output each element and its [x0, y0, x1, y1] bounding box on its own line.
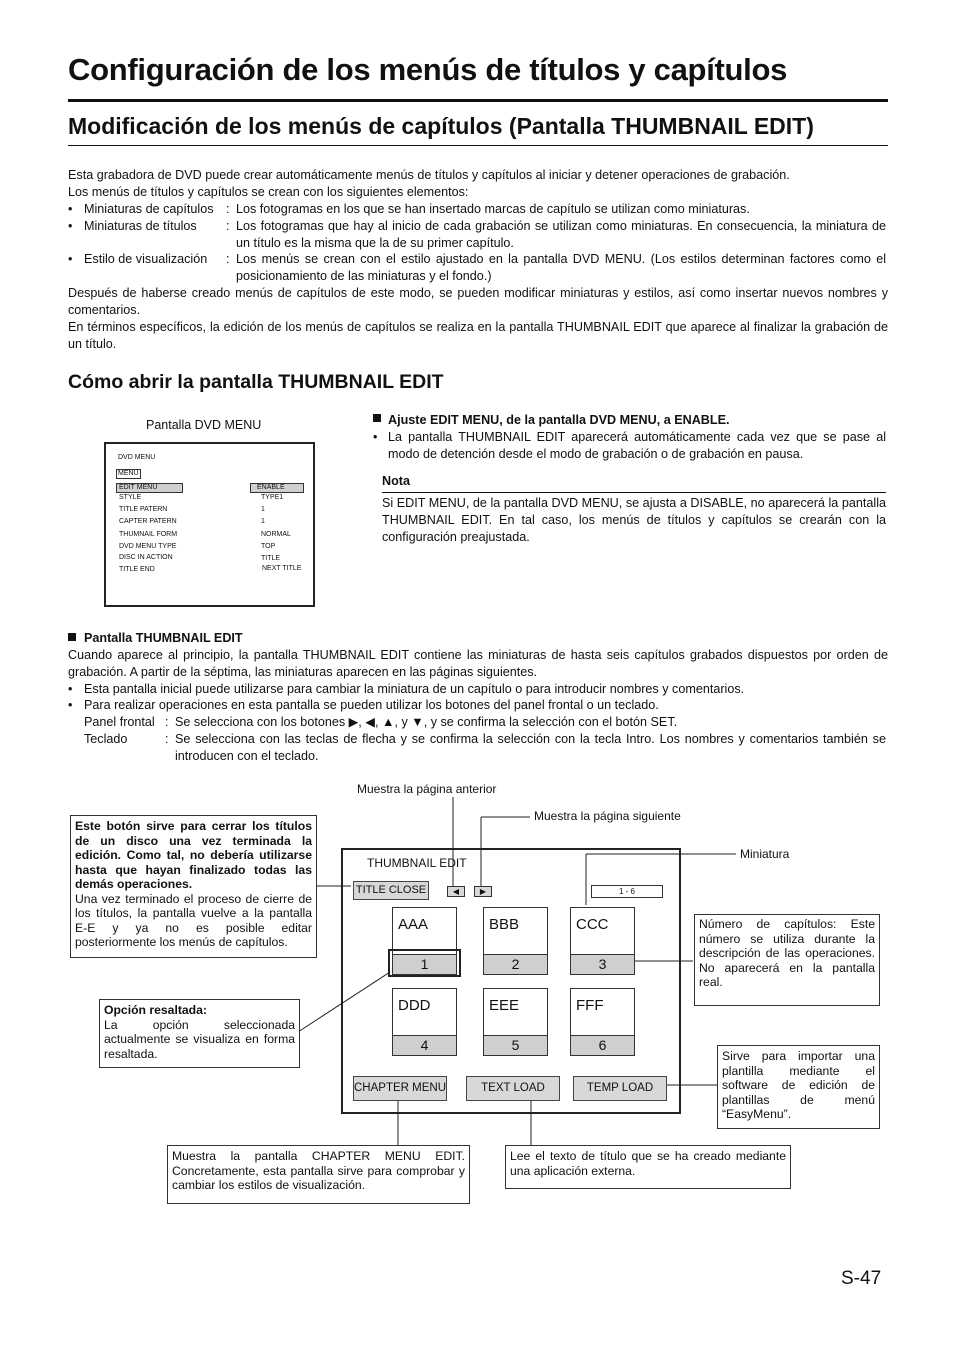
intro-item-term: Miniaturas de títulos [84, 219, 197, 233]
menu-row-label: THUMNAIL FORM [119, 531, 178, 538]
callout-highlight [99, 999, 300, 1068]
callout-temp-load-text: Sirve para importar una plantilla mediante el software de edición de plantillas de menú “EasyMenu”. [722, 1049, 875, 1121]
teclado-desc: Se selecciona con las teclas de flecha y se confirma la selección con la tecla Intro. Los nombres y comentarios también se introducen con el teclado. [175, 732, 886, 763]
callout-text-load [505, 1145, 791, 1189]
menu-row-label: STYLE [119, 494, 142, 501]
menu-row-label: TITLE PATERN [119, 506, 168, 513]
step-bullet: La pantalla THUMBNAIL EDIT aparecerá automáticamente cada vez que se pase al modo de detención desde el modo de grabación o de grabación en pausa. [388, 430, 886, 461]
bullet-dot: • [68, 219, 73, 233]
thumbnail-edit-screen [341, 848, 681, 1114]
arrow-left-icon: ◀ [452, 887, 460, 896]
label-thumbnail: Miniatura [740, 847, 790, 861]
previous-page-button[interactable] [447, 886, 465, 897]
thumbnail-number: 5 [484, 1035, 547, 1055]
thumbnail-number: 1 [393, 954, 456, 974]
section3-bullet-2: Para realizar operaciones en esta pantalla se pueden utilizar los botones del panel frontal o un teclado. [84, 698, 659, 712]
colon: : [226, 219, 230, 233]
nota-text: Si EDIT MENU, de la pantalla DVD MENU, se ajusta a DISABLE, no aparecerá la pantalla THUMBNAIL EDIT. En tal caso, los menús de títulos y capítulos se crearán con la configuración preajustada. [382, 496, 886, 544]
menu-row-value: TYPE1 [261, 494, 284, 501]
callout-temp-load [717, 1045, 880, 1129]
callout-title-close-text: Una vez terminado el proceso de cierre de los títulos, la pantalla vuelve a la pantalla E-E y ya no es posible editar posteriormente los menús de capítulos. [75, 891, 312, 949]
text-load-button[interactable]: TEXT LOAD [466, 1076, 560, 1101]
bullet-dot: • [68, 202, 73, 216]
title-close-button[interactable]: TITLE CLOSE [353, 881, 429, 900]
callout-highlight-text: La opción seleccionada actualmente se visualiza en forma resaltada. [104, 1017, 295, 1061]
bullet-dot: • [373, 430, 378, 444]
bullet-dot: • [68, 698, 73, 712]
panel-desc: Se selecciona con los botones ▶, ◀, ▲, y ▼, y se confirma la selección con el botón SET. [175, 715, 678, 729]
thumbnail-label: AAA [398, 916, 429, 933]
label-next-page: Muestra la página siguiente [534, 809, 681, 823]
menu-row-value: NEXT TITLE [262, 565, 302, 572]
chapter-thumbnail[interactable] [570, 907, 635, 975]
dvd-menu-caption: Pantalla DVD MENU [146, 418, 262, 432]
menu-row-label: DISC IN ACTION [119, 554, 173, 561]
section3-paragraph: Cuando aparece al principio, la pantalla THUMBNAIL EDIT contiene las miniaturas de hasta seis capítulos grabados dispuestos por orden de grabación. A partir de la séptima, las miniaturas aparecen en las páginas siguientes. [68, 648, 888, 679]
page-indicator: 1 - 6 [591, 885, 663, 898]
page-number: S-47 [841, 1268, 882, 1289]
intro-paragraph-4: En términos específicos, la edición de los menús de capítulos se realiza en la pantalla THUMBNAIL EDIT que aparece al finalizar la grabación de un título. [68, 320, 888, 351]
section-title: Modificación de los menús de capítulos (Pantalla THUMBNAIL EDIT) [68, 113, 814, 139]
panel-term: Panel frontal [84, 715, 155, 729]
chapter-thumbnail[interactable] [392, 988, 457, 1056]
menu-row-value-edit: ENABLE [250, 483, 304, 493]
menu-row-label: TITLE END [119, 566, 155, 573]
thumbnail-number: 4 [393, 1035, 456, 1055]
intro-paragraph-1: Esta grabadora de DVD puede crear automáticamente menús de títulos y capítulos al iniciar y detener operaciones de grabación. [68, 168, 790, 182]
menu-row-value: 1 [261, 506, 265, 513]
menu-row-label-edit: EDIT MENU [116, 483, 183, 493]
colon: : [226, 252, 230, 266]
intro-item-desc: Los menús se crean con el estilo ajustado en la pantalla DVD MENU. (Los estilos determinan factores como el posicionamiento de las miniaturas y el fondo.) [236, 252, 886, 283]
label-previous-page: Muestra la página anterior [357, 782, 497, 796]
bullet-dot: • [68, 682, 73, 696]
menu-row-label: DVD MENU TYPE [119, 543, 177, 550]
thumbnail-label: FFF [576, 997, 604, 1014]
menu-row-value: TOP [261, 543, 276, 550]
thumbnail-label: EEE [489, 997, 520, 1014]
callout-text-load-text: Lee el texto de título que se ha creado mediante una aplicación externa. [510, 1149, 786, 1178]
intro-item-term: Miniaturas de capítulos [84, 202, 214, 216]
chapter-thumbnail[interactable] [483, 907, 548, 975]
chapter-thumbnail[interactable] [483, 988, 548, 1056]
dvd-menu-title: DVD MENU [118, 454, 156, 461]
thumbnail-label: DDD [398, 997, 431, 1014]
colon: : [165, 715, 169, 729]
step-heading: Ajuste EDIT MENU, de la pantalla DVD MENU, a ENABLE. [388, 413, 730, 427]
highlight-frame [388, 949, 461, 977]
page-title: Configuración de los menús de títulos y capítulos [68, 52, 788, 87]
callout-chapter-menu [167, 1145, 470, 1204]
section3-heading: Pantalla THUMBNAIL EDIT [84, 631, 243, 645]
thumbnail-label: CCC [576, 916, 609, 933]
dvd-menu-tab: MENU [118, 470, 139, 477]
intro-item-desc: Los fotogramas en los que se han insertado marcas de capítulo se utilizan como miniaturas. [236, 202, 750, 216]
intro-item-term: Estilo de visualización [84, 252, 208, 266]
colon: : [165, 732, 169, 746]
chapter-thumbnail[interactable] [570, 988, 635, 1056]
menu-row-label: CAPTER PATERN [119, 518, 177, 525]
intro-paragraph-3: Después de haberse creado menús de capítulos de este modo, se pueden modificar miniaturas y estilos, así como insertar nuevos nombres y comentarios. [68, 286, 888, 317]
section3-bullet-1: Esta pantalla inicial puede utilizarse para cambiar la miniatura de un capítulo o para introducir nombres y comentarios. [84, 682, 745, 696]
thumbnail-number: 3 [571, 954, 634, 974]
teclado-term: Teclado [84, 732, 128, 746]
callout-chapter-number-text: Número de capítulos: Este número se utiliza durante la descripción de las operaciones. No aparecerá en la pantalla real. [699, 917, 875, 989]
menu-row-value: TITLE [261, 555, 281, 562]
callout-title-close-bold: Este botón sirve para cerrar los títulos de un disco una vez terminada la edición. Como tal, no debería utilizarse hasta que hayan finalizado todas las demás operaciones. [75, 819, 312, 891]
chapter-menu-button[interactable]: CHAPTER MENU [353, 1076, 447, 1101]
screen-title: THUMBNAIL EDIT [367, 856, 467, 870]
callout-highlight-bold: Opción resaltada: [104, 1003, 207, 1017]
intro-paragraph-2: Los menús de títulos y capítulos se crean con los siguientes elementos: [68, 185, 469, 199]
callout-chapter-number [694, 914, 880, 1006]
thumbnail-label: BBB [489, 916, 520, 933]
callout-chapter-menu-text: Muestra la pantalla CHAPTER MENU EDIT. Concretamente, esta pantalla sirve para comprobar y cambiar los estilos de visualización. [172, 1149, 465, 1192]
colon: : [226, 202, 230, 216]
bullet-dot: • [68, 252, 73, 266]
menu-row-value: 1 [261, 518, 265, 525]
thumbnail-number: 2 [484, 954, 547, 974]
thumbnail-number: 6 [571, 1035, 634, 1055]
callout-title-close [70, 815, 317, 958]
section-heading: Cómo abrir la pantalla THUMBNAIL EDIT [68, 371, 444, 393]
menu-row-value: NORMAL [261, 531, 291, 538]
temp-load-button[interactable]: TEMP LOAD [573, 1076, 667, 1101]
next-page-button[interactable] [474, 886, 492, 897]
nota-heading: Nota [382, 474, 410, 488]
intro-item-desc: Los fotogramas que hay al inicio de cada grabación se utilizan como miniaturas. En consecuencia, la miniatura de un título es la misma que la de su primer capítulo. [236, 219, 886, 250]
arrow-right-icon: ▶ [479, 887, 487, 896]
